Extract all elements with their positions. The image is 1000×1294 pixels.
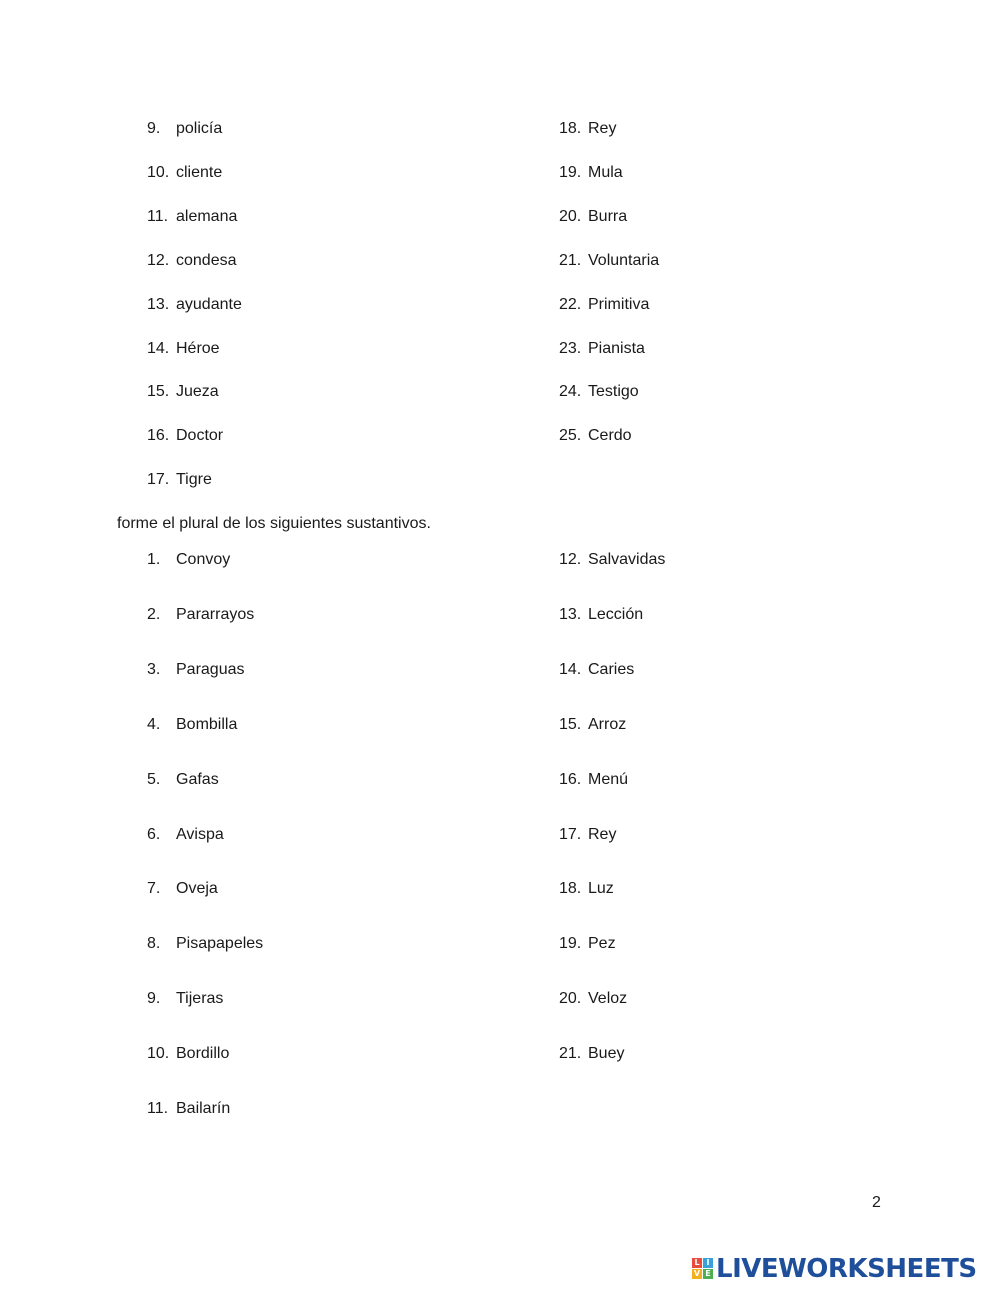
item-number: 16. [559, 770, 582, 788]
logo-mark-cell: E [703, 1269, 713, 1279]
item-number: 15. [147, 383, 170, 401]
item-number: 4. [147, 715, 161, 733]
item-number: 2. [147, 605, 161, 623]
item-word: Burra [588, 207, 628, 225]
item-number: 5. [147, 770, 161, 788]
item-word: Doctor [176, 427, 224, 445]
item-word: condesa [176, 251, 237, 269]
item-word: Lección [588, 605, 644, 623]
item-number: 9. [147, 120, 161, 137]
item-word: Oveja [176, 880, 218, 898]
item-number: 16. [147, 427, 170, 445]
item-word: Veloz [588, 990, 628, 1008]
item-number: 12. [559, 551, 582, 568]
logo-text: LIVEWORKSHEETS [716, 1254, 977, 1284]
item-number: 20. [559, 990, 582, 1008]
item-word: Pisapapeles [176, 935, 264, 953]
item-number: 13. [559, 605, 582, 623]
logo-mark-cell: V [693, 1269, 701, 1278]
item-word: Jueza [176, 383, 219, 401]
item-word: Mula [588, 163, 623, 181]
item-number: 24. [559, 383, 582, 401]
item-word: Luz [588, 880, 614, 898]
item-number: 14. [147, 339, 170, 357]
item-word: Menú [588, 770, 629, 788]
item-number: 1. [147, 551, 161, 568]
item-number: 10. [147, 1045, 170, 1063]
item-word: Rey [588, 825, 617, 843]
item-word: Caries [588, 660, 635, 678]
item-number: 23. [559, 339, 582, 357]
item-number: 15. [559, 715, 582, 733]
item-word: policía [176, 120, 223, 137]
item-number: 11. [147, 1100, 169, 1117]
item-word: Tigre [176, 471, 212, 489]
item-word: Gafas [176, 770, 219, 788]
logo-mark-cell: I [703, 1258, 713, 1268]
item-number: 17. [147, 471, 170, 489]
item-word: alemana [176, 207, 238, 225]
item-number: 22. [559, 295, 582, 313]
item-word: Buey [588, 1045, 625, 1063]
item-number: 8. [147, 935, 161, 953]
item-word: Avispa [176, 825, 224, 843]
item-word: Pianista [588, 339, 645, 357]
item-word: Bordillo [176, 1045, 230, 1063]
item-number: 18. [559, 120, 582, 137]
item-word: Pez [588, 935, 616, 953]
item-word: Bombilla [176, 715, 238, 733]
instruction-text: forme el plural de los siguientes sustantivos. [117, 515, 431, 532]
item-number: 25. [559, 427, 582, 445]
live-logo-mark-icon [692, 1258, 714, 1280]
item-word: ayudante [176, 295, 242, 313]
item-word: cliente [176, 163, 223, 181]
item-word: Salvavidas [588, 551, 666, 568]
item-word: Héroe [176, 339, 220, 357]
item-word: Bailarín [176, 1100, 231, 1117]
item-number: 9. [147, 990, 161, 1008]
item-number: 21. [559, 1045, 582, 1063]
item-number: 10. [147, 163, 170, 181]
item-number: 17. [559, 825, 582, 843]
item-number: 20. [559, 207, 582, 225]
item-word: Testigo [588, 383, 639, 401]
page-number: 2 [872, 1194, 881, 1211]
item-number: 13. [147, 295, 170, 313]
item-number: 19. [559, 935, 582, 953]
item-word: Cerdo [588, 427, 632, 445]
item-number: 19. [559, 163, 582, 181]
item-word: Tijeras [176, 990, 224, 1008]
item-number: 14. [559, 660, 582, 678]
item-number: 3. [147, 660, 161, 678]
logo-mark-cell: L [692, 1258, 702, 1268]
item-word: Pararrayos [176, 605, 255, 623]
item-word: Primitiva [588, 295, 650, 313]
item-word: Rey [588, 120, 617, 137]
liveworksheets-logo [692, 1253, 977, 1285]
item-number: 21. [559, 251, 582, 269]
item-word: Convoy [176, 551, 231, 568]
item-number: 6. [147, 825, 161, 843]
item-word: Voluntaria [588, 251, 660, 269]
item-number: 12. [147, 251, 170, 269]
item-word: Paraguas [176, 660, 245, 678]
item-number: 11. [147, 207, 169, 225]
item-number: 7. [147, 880, 161, 898]
item-word: Arroz [588, 715, 627, 733]
item-number: 18. [559, 880, 582, 898]
